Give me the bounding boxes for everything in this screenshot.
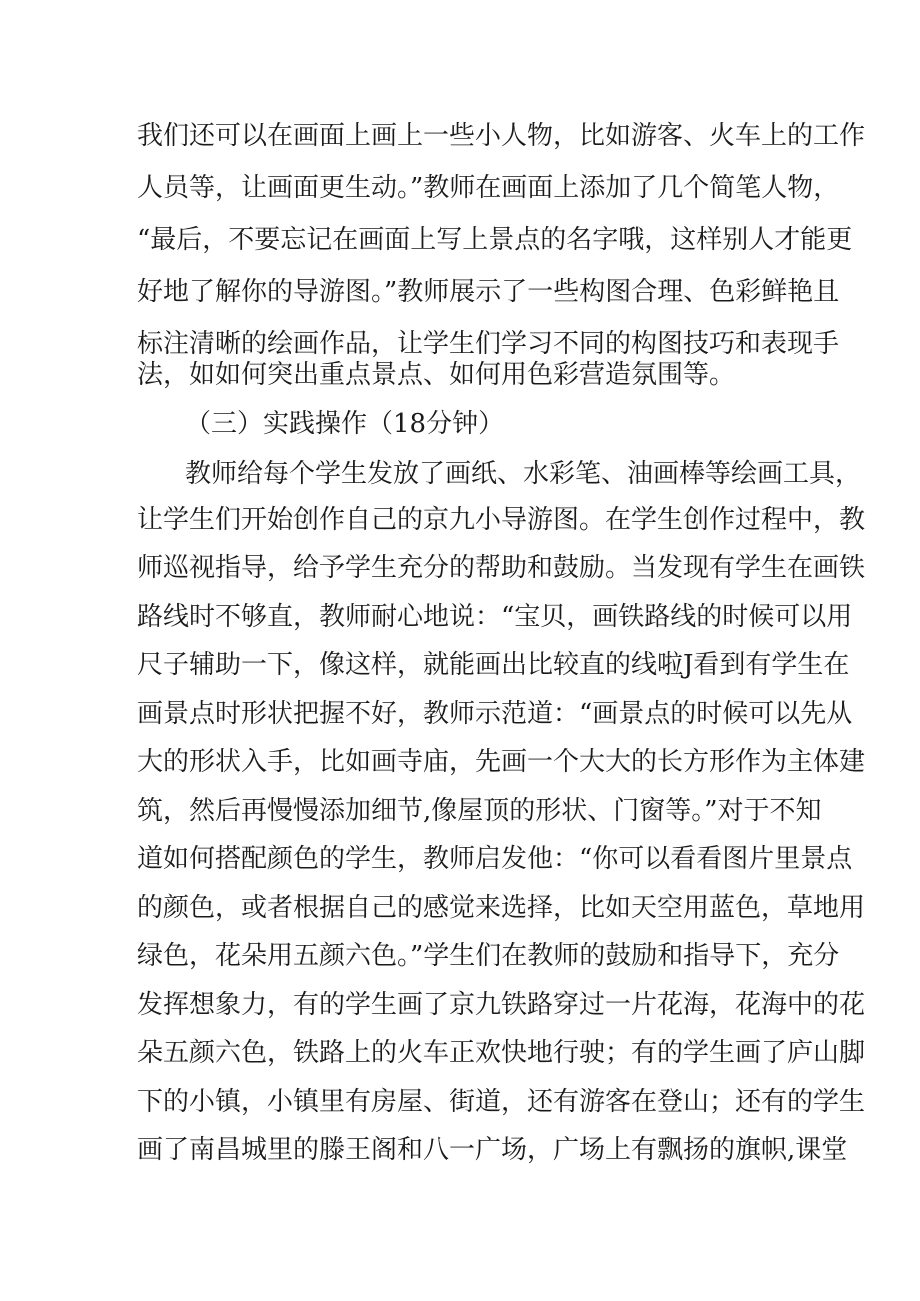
paragraph-line: 道如何搭配颜色的学生，教师启发他：“你可以看看图片里景点 (137, 844, 853, 874)
paragraph-line: 下的小镇，小镇里有房屋、街道，还有游客在登山；还有的学生 (137, 1087, 866, 1117)
paragraph-line: 大的形状入手，比如画寺庙，先画一个大大的长方形作为主体建 (137, 747, 866, 777)
paragraph-line: 画景点时形状把握不好，教师示范道：“画景点的时候可以先从 (137, 699, 853, 729)
paragraph-line: 画了南昌城里的滕王阁和八一广场，广场上有飘扬的旗帜,课堂 (137, 1135, 848, 1165)
paragraph-line: 标注清晰的绘画作品，让学生们学习不同的构图技巧和表现手 (137, 329, 840, 359)
paragraph-line: 教师给每个学生发放了画纸、水彩笔、油画棒等绘画工具， (185, 459, 862, 489)
paragraph-line: 筑，然后再慢慢添加细节,像屋顶的形状、门窗等。”对于不知 (137, 796, 822, 826)
paragraph-line: 我们还可以在画面上画上一些小人物，比如游客、火车上的工作 (137, 121, 866, 151)
paragraph-line: 发挥想象力，有的学生画了京九铁路穿过一片花海，花海中的花 (137, 990, 866, 1020)
paragraph-line: 朵五颜六色，铁路上的火车正欢快地行驶；有的学生画了庐山脚 (137, 1038, 866, 1068)
paragraph-line: “最后，不要忘记在画面上写上景点的名字哦，这样别人才能更 (137, 225, 853, 255)
paragraph-line: 绿色，花朵用五颜六色。”学生们在教师的鼓励和指导下，充分 (137, 941, 840, 971)
paragraph-line: 师巡视指导，给予学生充分的帮助和鼓励。当发现有学生在画铁 (137, 553, 866, 583)
paragraph-line: 让学生们开始创作自己的京九小导游图。在学生创作过程中，教 (137, 505, 866, 535)
paragraph-line: 尺子辅助一下，像这样，就能画出比较直的线啦J看到有学生在 (137, 650, 850, 680)
paragraph-line: 法，如如何突出重点景点、如何用色彩营造氛围等。 (137, 360, 736, 390)
section-heading: （三）实践操作（18分钟） (185, 409, 505, 439)
paragraph-line: 路线时不够直，教师耐心地说：“宝贝，画铁路线的时候可以用 (137, 602, 853, 632)
paragraph-line: 人员等，让画面更生动。”教师在画面上添加了几个简笔人物， (137, 173, 840, 203)
paragraph-line: 的颜色，或者根据自己的感觉来选择，比如天空用蓝色，草地用 (137, 893, 866, 923)
paragraph-line: 好地了解你的导游图。”教师展示了一些构图合理、色彩鲜艳且 (137, 277, 840, 307)
